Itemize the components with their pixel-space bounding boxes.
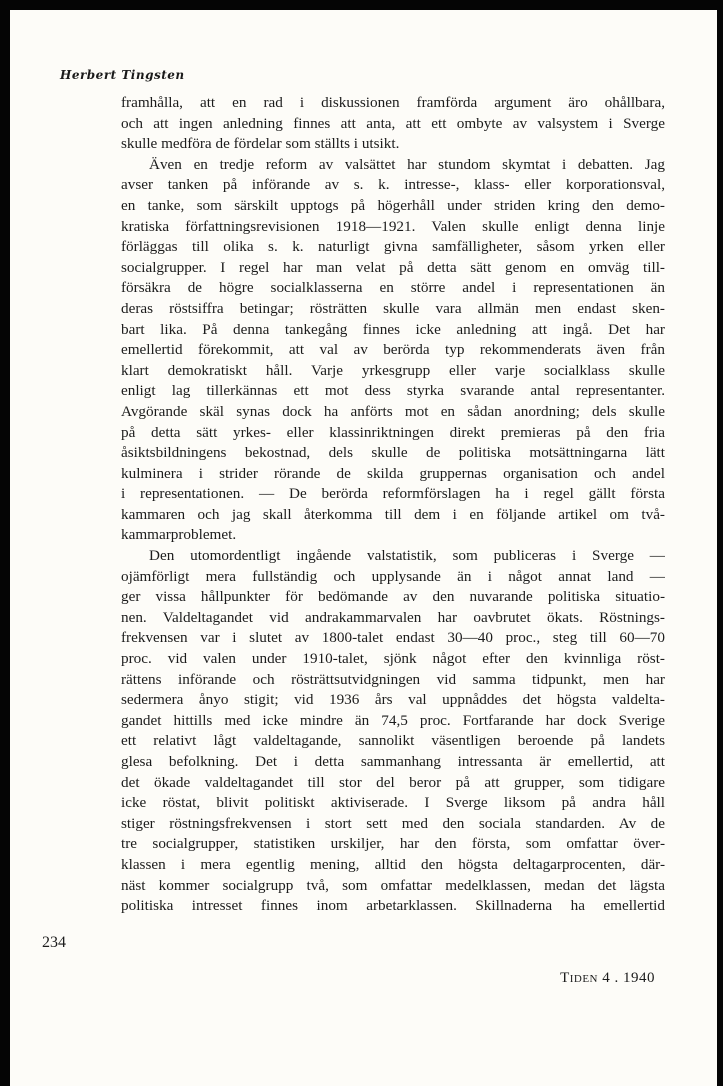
page-number: 234 <box>42 934 66 951</box>
text-line: deras röstsiffra betingar; rösträtten skulle vara allmän men endast sken- <box>121 299 665 317</box>
text-line: Den utomordentligt ingående valstatistik, som publiceras i Sverge — <box>149 547 665 565</box>
journal-footer: Tiden 4 . 1940 <box>560 970 655 986</box>
text-line: sedermera ånyo stigit; vid 1936 års val uppnåddes det högsta valdelta- <box>121 691 665 709</box>
text-line: i representationen. — De berörda reformförslagen ha i regel gällt första <box>121 485 665 503</box>
article-body <box>121 93 665 917</box>
text-line: kammarproblemet. <box>121 526 237 544</box>
text-line: försäkra de högre socialklasserna en större andel i representationen än <box>121 279 665 297</box>
text-line: och att ingen anledning finnes att anta, att ett ombyte av valsystem i Sverge <box>121 114 665 132</box>
paragraph-1 <box>121 93 665 155</box>
text-line: ojämförligt mera fullständig och upplysande än i något annat land — <box>121 567 665 585</box>
text-line: frekvensen var i slutet av 1800-talet endast 30—40 proc., steg till 60—70 <box>121 629 665 647</box>
text-line: kulminera i strider rörande de skilda gruppernas organisation och andel <box>121 464 665 482</box>
text-line: nen. Valdeltagandet vid andrakammarvalen har oavbrutet ökats. Röstnings- <box>121 608 665 626</box>
text-line: glesa befolkning. Det i detta sammanhang intressanta är emellertid, att <box>121 753 665 770</box>
text-line: kratiska författningsrevisionen 1918—1921. Valen skulle enligt denna linje <box>121 217 665 235</box>
text-line: skulle medföra de fördelar som ställts i utsikt. <box>121 135 400 153</box>
text-line: kammaren och jag skall återkomma till dem i en följande artikel om två- <box>121 505 665 523</box>
text-line: Även en tredje reform av valsättet har stundom skymtat i debatten. Jag <box>149 155 665 173</box>
text-line: bart lika. På denna tankegång finnes icke anledning att ingå. Det har <box>121 320 665 338</box>
text-line: förläggas till olika s. k. naturligt givna samfälligheter, såsom yrken eller <box>121 238 665 256</box>
paragraph-2 <box>121 155 665 546</box>
text-line: proc. vid valen under 1910-talet, sjönk något efter den kvinnliga röst- <box>121 650 665 668</box>
text-line: tre socialgrupper, statistiken urskiljer, har den första, som omfattar över- <box>121 835 665 853</box>
text-line: socialgrupper. I regel har man velat på detta sätt genom en omväg till- <box>121 258 665 276</box>
text-line: näst kommer socialgrupp två, som omfattar medelklassen, medan det lägsta <box>121 876 665 894</box>
text-line: det ökade valdeltagandet till stor del beror på att grupper, som tidigare <box>121 773 665 791</box>
paragraph-3 <box>121 546 665 917</box>
text-line: klart demokratiskt håll. Varje yrkesgrupp eller varje socialklass skulle <box>121 361 665 379</box>
text-line: Avgörande skäl synas dock ha anförts mot en sådan anordning; dels skulle <box>121 402 665 420</box>
text-line: rättens införande och rösträttsutvidgningen vid samma tidpunkt, men har <box>121 670 665 688</box>
text-line: stiger röstningsfrekvensen i stort sett med den sociala standarden. Av de <box>121 814 665 832</box>
text-line: icke röstat, blivit politiskt aktiviserade. I Sverge liksom på andra håll <box>121 794 665 812</box>
text-line: ger vissa hållpunkter för bedömande av den nuvarande politiska situatio- <box>121 588 665 606</box>
text-line: emellertid förekommit, att val av berörda typ rekommenderats även från <box>121 341 665 359</box>
text-line: klassen i mera egentlig mening, alltid den högsta deltagarprocenten, där- <box>121 855 665 873</box>
text-line: enligt lag tillerkännas ett mot dess styrka svarande antal representanter. <box>121 382 665 400</box>
text-line: på detta sätt yrkes- eller klassinriktningen direkt premieras på den fria <box>121 423 665 441</box>
running-head-author: Herbert Tingsten <box>60 68 185 82</box>
text-line: avser tanken på införande av s. k. intresse-, klass- eller korporationsval, <box>121 176 665 194</box>
text-line: ett relativt lågt valdeltagande, sannolikt väsentligen beroende på landets <box>121 732 665 750</box>
text-line: politiska intresset finnes inom arbetarklassen. Skillnaderna ha emellertid <box>121 897 665 915</box>
text-line: en tanke, som särskilt upptogs på högerhåll under striden kring den demo- <box>121 196 665 214</box>
text-line: framhålla, att en rad i diskussionen framförda argument äro ohållbara, <box>121 94 665 111</box>
text-line: gandet hittills med icke mindre än 74,5 proc. Fortfarande har dock Sverige <box>121 711 665 729</box>
text-line: åsiktsbildningens bekostnad, dels skulle de politiska motsättningarna lätt <box>121 444 665 462</box>
